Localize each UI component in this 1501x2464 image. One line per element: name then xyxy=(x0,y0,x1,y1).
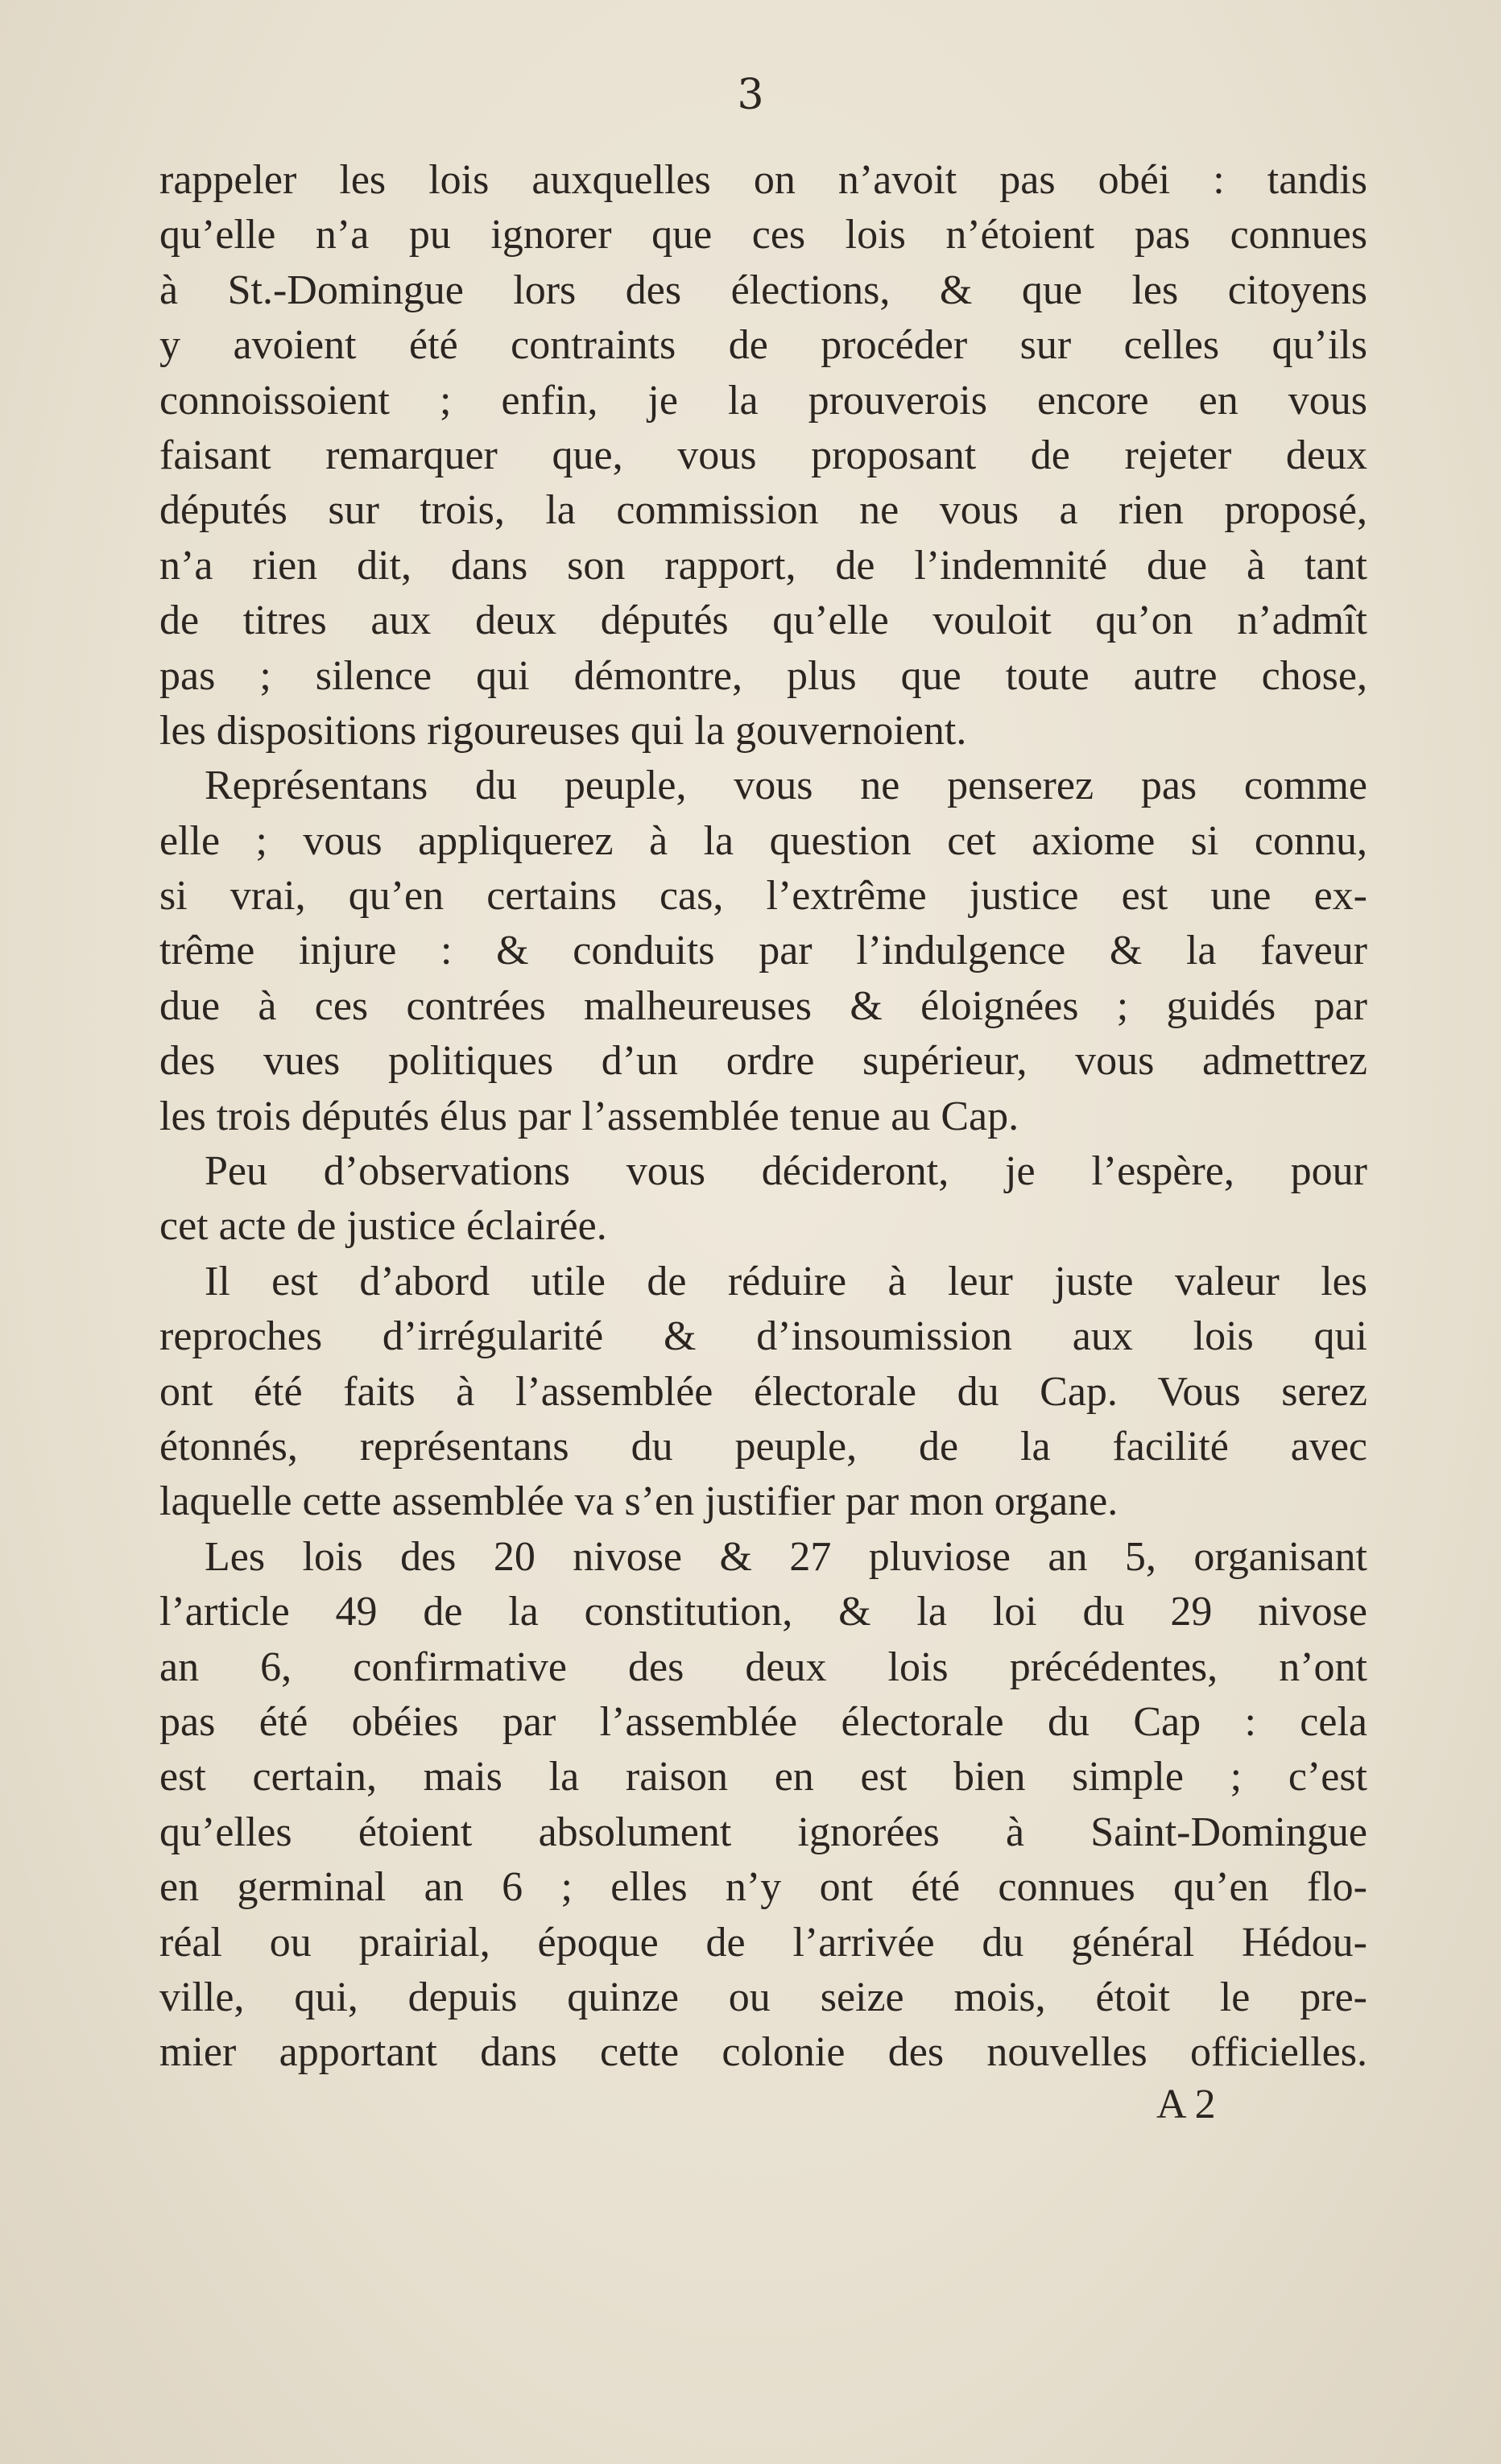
text-line: an 6, confirmative des deux lois précédentes, n’ont xyxy=(159,1643,1367,1690)
text-line: pas été obéies par l’assemblée électorale du Cap : cela xyxy=(159,1698,1367,1745)
text-line: Il est d’abord utile de réduire à leur juste valeur les xyxy=(205,1258,1367,1304)
text-line: est certain, mais la raison en est bien simple ; c’est xyxy=(159,1754,1367,1800)
text-line: étonnés, représentans du peuple, de la facilité avec xyxy=(159,1423,1367,1470)
text-line: laquelle cette assemblée va s’en justifier par mon organe. xyxy=(159,1478,1119,1525)
body-text xyxy=(159,153,1367,2081)
text-line: mier apportant dans cette colonie des nouvelles officielles. xyxy=(159,2029,1367,2076)
signature-mark: A 2 xyxy=(1156,2082,1216,2127)
text-line: due à ces contrées malheureuses & éloignées ; guidés par xyxy=(159,982,1367,1029)
text-line: qu’elle n’a pu ignorer que ces lois n’étoient pas connues xyxy=(159,212,1367,258)
text-line: de titres aux deux députés qu’elle vouloit qu’on n’admît xyxy=(159,597,1367,644)
text-line: elle ; vous appliquerez à la question cet axiome si connu, xyxy=(159,817,1367,864)
page-number: 3 xyxy=(737,71,764,119)
text-line: pas ; silence qui démontre, plus que toute autre chose, xyxy=(159,652,1367,699)
text-line: y avoient été contraints de procéder sur celles qu’ils xyxy=(159,322,1367,369)
text-line: qu’elles étoient absolument ignorées à Saint-Domingue xyxy=(159,1809,1367,1855)
text-line: ville, qui, depuis quinze ou seize mois, étoit le pre- xyxy=(159,1974,1367,2020)
text-line: les trois députés élus par l’assemblée tenue au Cap. xyxy=(159,1093,1019,1139)
text-line: réal ou prairial, époque de l’arrivée du général Hédou- xyxy=(159,1919,1367,1966)
text-line: en germinal an 6 ; elles n’y ont été connues qu’en flo- xyxy=(159,1864,1367,1911)
text-line: Peu d’observations vous décideront, je l’espère, pour xyxy=(205,1148,1367,1195)
text-line: l’article 49 de la constitution, & la loi du 29 nivose xyxy=(159,1589,1367,1635)
text-line: faisant remarquer que, vous proposant de rejeter deux xyxy=(159,432,1367,478)
text-line: cet acte de justice éclairée. xyxy=(159,1203,607,1250)
text-line: les dispositions rigoureuses qui la gouvernoient. xyxy=(159,707,967,754)
text-line: n’a rien dit, dans son rapport, de l’indemnité due à tant xyxy=(159,542,1367,589)
text-line: à St.-Domingue lors des élections, & que les citoyens xyxy=(159,267,1367,313)
text-line: Représentans du peuple, vous ne penserez pas comme xyxy=(205,763,1367,809)
text-line: trême injure : & conduits par l’indulgence & la faveur xyxy=(159,928,1367,974)
text-line: députés sur trois, la commission ne vous a rien proposé, xyxy=(159,487,1367,534)
text-line: des vues politiques d’un ordre supérieur, vous admettrez xyxy=(159,1038,1367,1085)
text-line: ont été faits à l’assemblée électorale du Cap. Vous serez xyxy=(159,1368,1367,1415)
text-line: Les lois des 20 nivose & 27 pluviose an 5, organisant xyxy=(205,1533,1367,1580)
text-line: si vrai, qu’en certains cas, l’extrême justice est une ex- xyxy=(159,873,1367,920)
text-line: connoissoient ; enfin, je la prouverois encore en vous xyxy=(159,377,1367,424)
text-line: reproches d’irrégularité & d’insoumission aux lois qui xyxy=(159,1313,1367,1360)
text-line: rappeler les lois auxquelles on n’avoit pas obéi : tandis xyxy=(159,157,1367,203)
